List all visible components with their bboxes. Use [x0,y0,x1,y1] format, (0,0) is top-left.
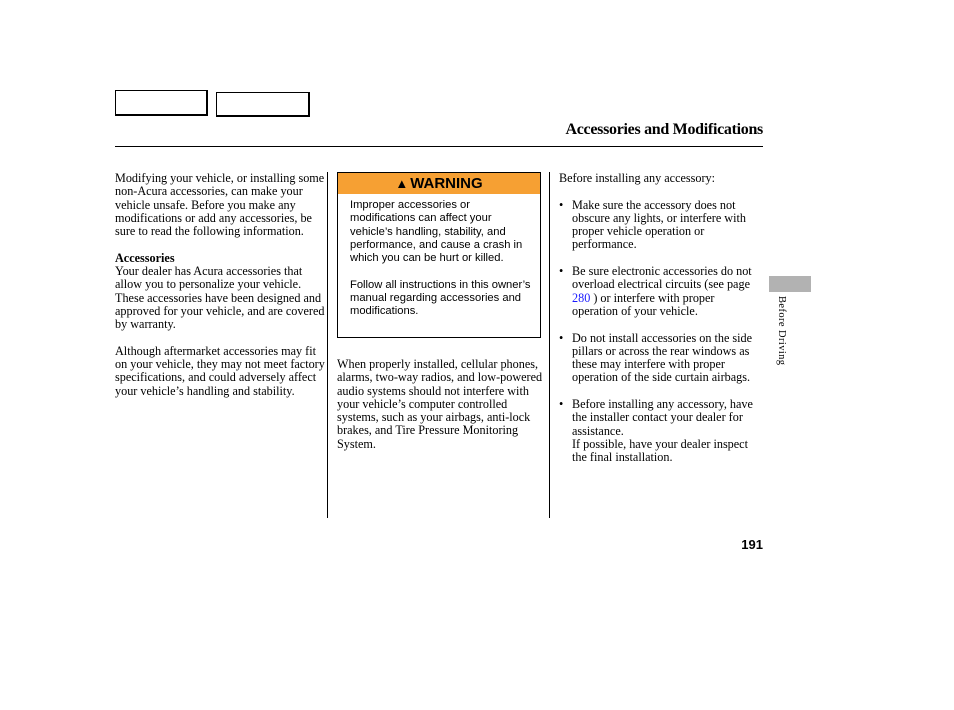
nav-button-main-menu[interactable] [115,90,208,116]
page-280-link[interactable]: 280 [572,290,591,305]
bullet-text-3: Do not install accessories on the side pillars or across the rear windows as these may interfere with proper operation of the side curtain airbags. [572,330,753,385]
list-item [559,398,763,464]
section-tab-label: Before Driving [776,296,787,366]
bullet-icon: • [559,330,564,345]
warning-body [350,199,535,319]
before-installing-intro: Before installing any accessory: [559,171,716,185]
intro-paragraph: Modifying your vehicle, or installing some non-Acura accessories, can make your vehicle unsafe. Before you make any modifications or add any accessories, be sure to read the following information. [115,171,325,239]
bullet-text-4a: Before installing any accessory, have the installer contact your dealer for assistance. [572,397,753,438]
list-item [559,265,763,318]
warning-box [337,172,541,338]
page-number: 191 [741,537,763,552]
warning-label: WARNING [410,175,483,192]
section-tab [769,276,811,292]
column-1 [115,172,325,398]
bullet-icon: • [559,197,564,212]
column-3 [559,172,763,465]
warning-triangle-icon: ▲ [395,176,409,191]
header-rule [115,146,763,147]
bullet-text-2-before: Be sure electronic accessories do not overload electrical circuits (see page [572,264,752,292]
warning-text-2: Follow all instructions in this owner’s manual regarding accessories and modifications. [350,278,531,318]
column-2 [337,358,547,451]
installation-paragraph: When properly installed, cellular phones, alarms, two-way radios, and low-powered audio systems should not interfere with your vehicle’s computer controlled systems, such as your airbags, anti-lock brakes, and Tire Pressure Monitoring System. [337,357,543,451]
warning-header [338,173,540,194]
nav-button-table-of-contents[interactable] [216,92,310,117]
bullet-text-1: Make sure the accessory does not obscure any lights, or interfere with proper vehicle operation or performance. [572,197,746,252]
aftermarket-paragraph: Although aftermarket accessories may fit on your vehicle, they may not meet factory specifications, and could adversely affect your vehicle’s handling and stability. [115,343,325,398]
bullet-text-2-after: ) or interfere with proper operation of your vehicle. [572,290,715,318]
bullet-icon: • [559,397,564,412]
column-divider-2 [549,172,550,518]
bullet-text-4b: If possible, have your dealer inspect the final installation. [572,436,748,465]
list-item [559,332,763,385]
list-item [559,199,763,252]
column-divider-1 [327,172,328,518]
accessories-heading: Accessories [115,250,175,265]
accessory-checklist [559,199,763,465]
page-title: Accessories and Modifications [565,121,763,138]
accessories-paragraph: Your dealer has Acura accessories that allow you to personalize your vehicle. These accessories have been designed and approved for your vehicle, and are covered by warranty. [115,264,325,332]
warning-text-1: Improper accessories or modifications can affect your vehicle’s handling, stability, and performance, and cause a crash in which you can be hurt or killed. [350,199,523,265]
bullet-icon: • [559,264,564,279]
